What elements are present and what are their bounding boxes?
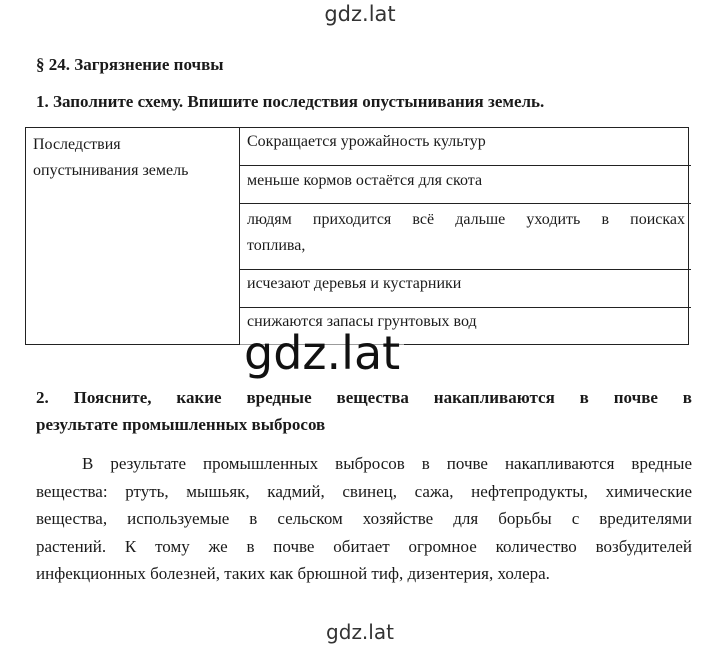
- scheme-item: исчезают деревья и кустарники: [240, 269, 691, 308]
- scheme-item: Сокращается урожайность культур: [240, 127, 691, 166]
- consequences-scheme: [25, 127, 689, 345]
- watermark-center: gdz.lat: [240, 330, 404, 376]
- scheme-items-column: [239, 127, 691, 345]
- task2-question-line: 2. Поясните, какие вредные вещества накапливаются в почве в: [36, 388, 692, 407]
- scheme-item-line: людям приходится всё дальше уходить в поисках: [247, 211, 685, 228]
- scheme-head-line: Последствия: [33, 136, 121, 153]
- answer-line: В результате промышленных выбросов в почве накапливаются вредные: [82, 454, 692, 473]
- answer-line: вещества, используемые в сельском хозяйстве для борьбы с вредителями: [36, 509, 692, 529]
- scheme-item: [240, 203, 691, 270]
- task2-question: [36, 384, 692, 438]
- answer-line: вещества: ртуть, мышьяк, кадмий, свинец, сажа, нефтепродукты, химические: [36, 481, 692, 501]
- watermark-bottom: gdz.lat: [326, 620, 394, 644]
- scheme-head-cell: [33, 132, 233, 184]
- task2-question-line: результате промышленных выбросов: [36, 415, 326, 434]
- scheme-head-line: опустынивания земель: [33, 162, 189, 179]
- answer-line: растений. К тому же в почве обитает огромное количество возбудителей: [36, 536, 692, 556]
- section-title: § 24. Загрязнение почвы: [36, 55, 224, 74]
- scheme-item: снижаются запасы грунтовых вод: [247, 313, 477, 330]
- answer-line: инфекционных болезней, таких как брюшной тиф, дизентерия, холера.: [36, 564, 550, 584]
- watermark-top: gdz.lat: [324, 2, 396, 26]
- task1-question: 1. Заполните схему. Впишите последствия опустынивания земель.: [36, 92, 545, 111]
- scheme-item: меньше кормов остаётся для скота: [240, 165, 691, 204]
- scheme-item-line: топлива,: [247, 237, 306, 254]
- task2-answer: [36, 450, 692, 588]
